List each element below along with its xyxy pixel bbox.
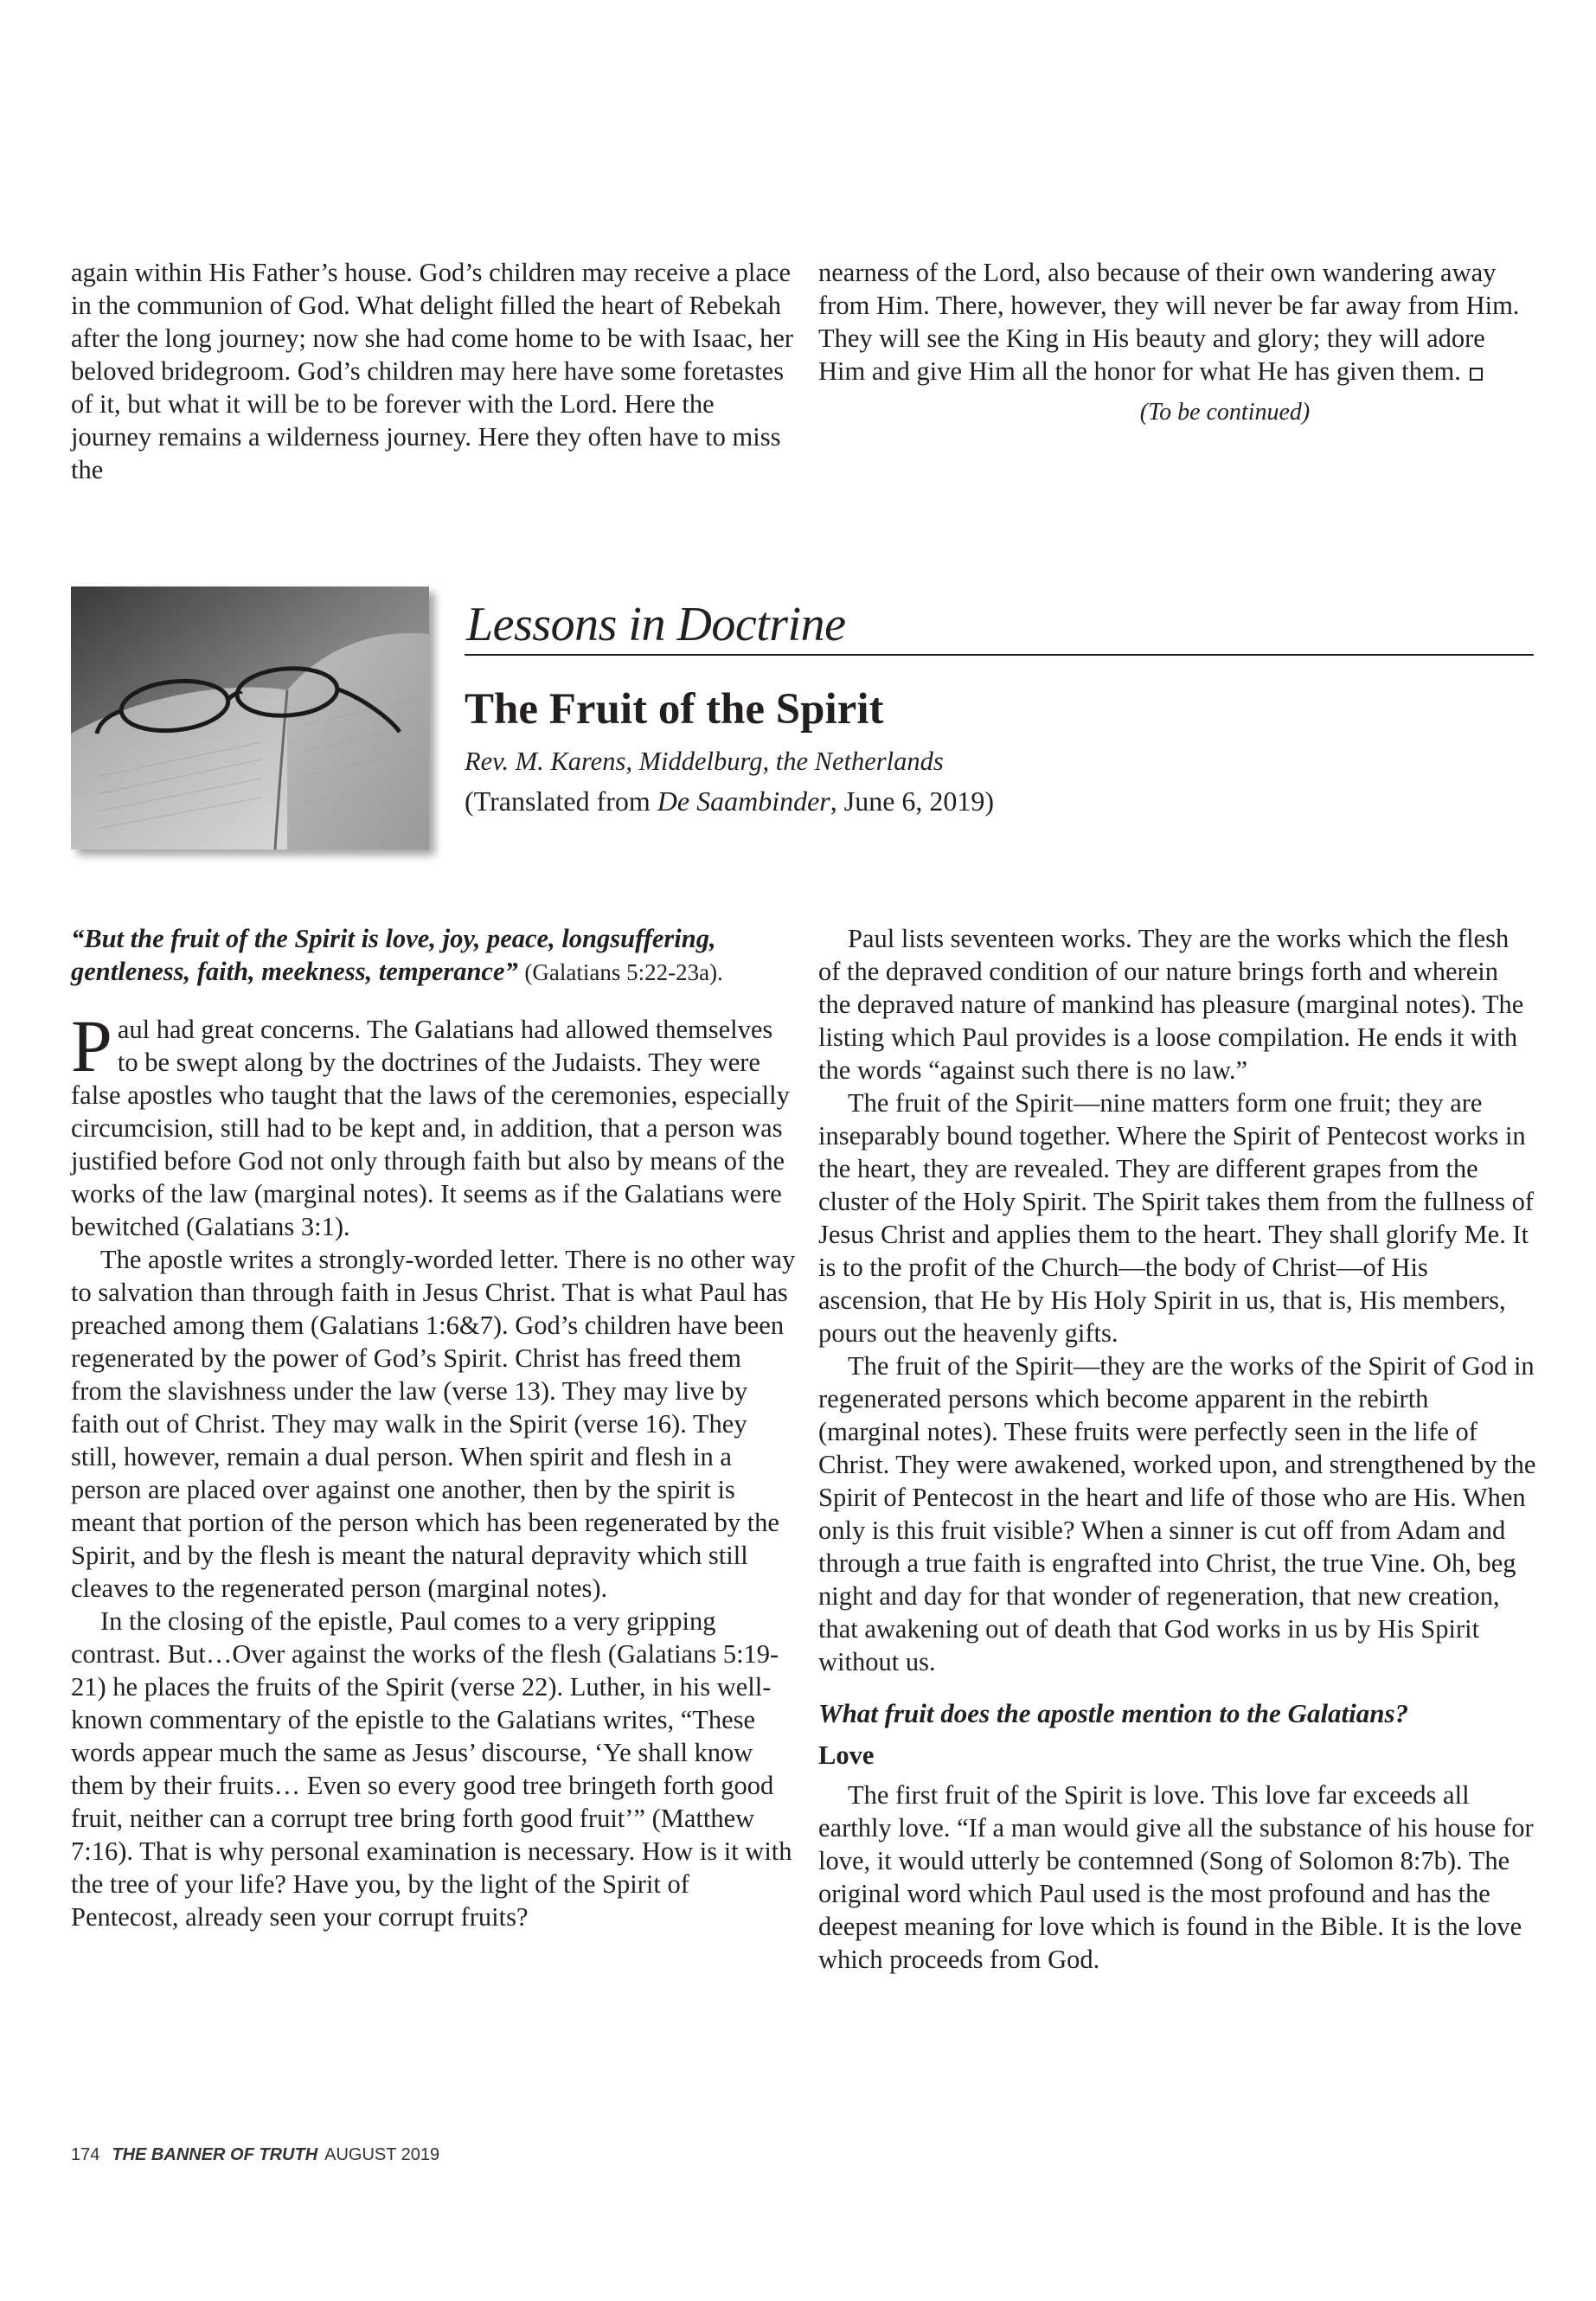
paragraph: The fruit of the Spirit—they are the works of the Spirit of God in regenerated persons which become apparent in the rebirth (marginal notes). These fruits were perfectly seen in the life of Christ. They were awakened, worked upon, and strengthened by the Spirit of Pentecost in the heart and life of those who are His. When only is this fruit visible? When a sinner is cut off from Adam and through a true faith is engrafted into Christ, the true Vine. Oh, beg night and day for that wonder of regeneration, that new creation, that awakening out of death that God works in us by His Spirit without us. bbox=[818, 1351, 1536, 1676]
translation-suffix: , June 6, 2019) bbox=[830, 785, 995, 817]
subheading-love: Love bbox=[818, 1740, 875, 1770]
paragraph-text: aul had great concerns. The Galatians had allowed themselves to be swept along by the doctrines of the Judaists. They were false apostles who taught that the laws of the ceremonies, especially circumcision, still had to be kept and, in addition, that a person was justified before God not only through faith but also by means of the works of the law (marginal notes). It seems as if the Galatians were bewitched (Galatians 3:1). bbox=[71, 1015, 790, 1241]
epigraph bbox=[71, 922, 796, 989]
glasses-on-bible-photo bbox=[71, 586, 429, 849]
paragraph bbox=[71, 1004, 796, 1243]
top-left-column bbox=[71, 256, 796, 486]
paragraph: The first fruit of the Spirit is love. This love far exceeds all earthly love. “If a man would give all the substance of his house for love, it would utterly be contemned (Song of Solomon 8:7b). The original word which Paul used is the most profound and has the deepest meaning for love which is found in the Bible. It is the love which proceeds from God. bbox=[818, 1780, 1534, 1974]
continued-paragraph-text: nearness of the Lord, also because of their own wandering away from Him. There, however, they will never be far away from Him. They will see the King in His beauty and glory; they will adore Him and give Him all the honor for what He has given them. bbox=[818, 258, 1520, 386]
publication-name: THE BANNER OF TRUTH bbox=[112, 2145, 318, 2164]
article-title: The Fruit of the Spirit bbox=[465, 685, 884, 734]
section-title: Lessons in Doctrine bbox=[465, 597, 1534, 656]
paragraph: The apostle writes a strongly-worded letter. There is no other way to salvation than through faith in Jesus Christ. That is what Paul has preached among them (Galatians 1:6&7). God’s children have been regenerated by the power of God’s Spirit. Christ has freed them from the slavishness under the law (verse 13). They may live by faith out of Christ. They may walk in the Spirit (verse 16). They still, however, remain a dual person. When spirit and flesh in a person are placed over against one another, then by the spirit is meant that portion of the person which has been regenerated by the Spirit, and by the flesh is meant the natural depravity which still cleaves to the regenerated person (marginal notes). bbox=[71, 1245, 796, 1603]
verse-quote: “But the fruit of the Spirit is love, joy, peace, longsuffering, gentleness, faith, meekness, temperance” bbox=[71, 924, 716, 986]
drop-cap: P bbox=[71, 1004, 112, 1087]
end-mark-icon bbox=[1470, 368, 1483, 381]
article-header bbox=[465, 597, 1534, 818]
paragraph: The fruit of the Spirit—nine matters form one fruit; they are inseparably bound together. Where the Spirit of Pentecost works in the heart, they are revealed. They are different grapes from the cluster of the Holy Spirit. The Spirit takes them from the fullness of Jesus Christ and applies them to the heart. They shall glorify Me. It is to the profit of the Church—the body of Christ—of His ascension, that He by His Holy Spirit in us, that is, His members, pours out the heavenly gifts. bbox=[818, 1088, 1535, 1348]
article-left-column bbox=[71, 922, 796, 1933]
paragraph: In the closing of the epistle, Paul comes to a very gripping contrast. But…Over against the works of the flesh (Galatians 5:19-21) he places the fruits of the Spirit (verse 22). Luther, in his well-known commentary of the epistle to the Galatians writes, “These words appear much the same as Jesus’ discourse, ‘Ye shall know them by their fruits… Even so every good tree bringeth forth good fruit, neither can a corrupt tree bring forth good fruit’” (Matthew 7:16). That is why personal examination is necessary. How is it with the tree of your life? Have you, by the light of the Spirit of Pentecost, already seen your corrupt fruits? bbox=[71, 1606, 792, 1932]
translation-note bbox=[465, 784, 1534, 818]
glasses-on-bible-image bbox=[71, 586, 429, 849]
translation-prefix: (Translated from bbox=[465, 785, 657, 817]
top-right-column bbox=[818, 256, 1528, 429]
verse-reference: (Galatians 5:22-23a). bbox=[524, 959, 723, 985]
to-be-continued: (To be continued) bbox=[1139, 399, 1311, 426]
continued-paragraph-right bbox=[818, 256, 1528, 388]
article-right-column bbox=[818, 922, 1536, 1976]
page-footer bbox=[71, 2145, 439, 2165]
continued-paragraph-left: again within His Father’s house. God’s children may receive a place in the communion of God. What delight filled the heart of Rebekah after the long journey; now she had come home to be with Isaac, her beloved bridegroom. God’s children may here have some foretastes of it, but what it will be to be forever with the Lord. Here the journey remains a wilderness journey. Here they often have to miss the bbox=[71, 258, 794, 484]
translation-source: De Saambinder bbox=[657, 785, 830, 817]
subheading-question: What fruit does the apostle mention to the Galatians? bbox=[818, 1698, 1409, 1728]
paragraph: Paul lists seventeen works. They are the works which the flesh of the depraved condition of our nature brings forth and wherein the depraved nature of mankind has pleasure (marginal notes). The listing which Paul provides is a loose compilation. He ends it with the words “against such there is no law.” bbox=[818, 924, 1524, 1085]
author-byline: Rev. M. Karens, Middelburg, the Netherlands bbox=[465, 747, 944, 776]
page-number: 174 bbox=[71, 2145, 100, 2164]
issue-date: AUGUST 2019 bbox=[324, 2145, 440, 2164]
